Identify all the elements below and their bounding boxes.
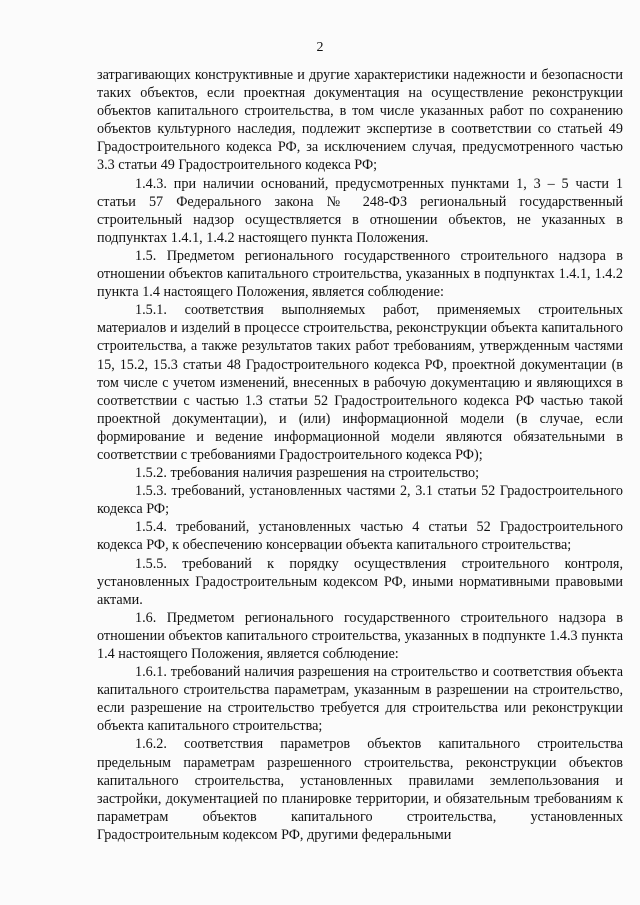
paragraph-1-5-1: 1.5.1. соответствия выполняемых работ, применяемых строительных материалов и изделий в процессе строительства, реконструкции объекта капитального строительства, а также результатов таких работ требованиям, утвержденным частями 15, 15.2, 15.3 статьи 48 Градостроительного кодекса РФ, проектной документации (в том числе с учетом изменений, внесенных в рабочую документацию и являющихся в соответствии с частью 1.3 статьи 52 Градостроительного кодекса РФ частью такой проектной документации), и (или) информационной модели (в случае, если формирование и ведение информационной модели являются обязательными в соответствии с требованиями Градостроительного кодекса РФ); <box>97 302 623 463</box>
paragraph-1-4-3: 1.4.3. при наличии оснований, предусмотренных пунктами 1, 3 – 5 части 1 статьи 57 Федерального закона № 248-ФЗ региональный государственный строительный надзор осуществляется в отношении объектов, не указанных в подпунктах 1.4.1, 1.4.2 настоящего пункта Положения. <box>97 175 623 246</box>
paragraph-1-5-2: 1.5.2. требования наличия разрешения на строительство; <box>135 465 480 482</box>
paragraph-1-5: 1.5. Предметом регионального государственного строительного надзора в отношении объектов капитального строительства, указанных в подпунктах 1.4.1, 1.4.2 пункта 1.4 настоящего Положения, является соблюдение: <box>97 247 623 301</box>
paragraph-1-5-4: 1.5.4. требований, установленных частью 4 статьи 52 Градостроительного кодекса РФ, к обеспечению консервации объекта капитального строительства; <box>97 519 623 554</box>
paragraph-1-5-5: 1.5.5. требований к порядку осуществления строительного контроля, установленных Градостроительным кодексом РФ, иными нормативными правовыми актами. <box>97 555 623 608</box>
paragraph-1-5-3: 1.5.3. требований, установленных частями 2, 3.1 статьи 52 Градостроительного кодекса РФ; <box>97 483 623 518</box>
paragraph-continuation: затрагивающих конструктивные и другие характеристики надежности и безопасности таких объектов, если проектная документация на осуществление реконструкции объектов капитального строительства, в том числе указанных работ по сохранению объектов культурного наследия, подлежит экспертизе в соответствии со статьей 49 Градостроительного кодекса РФ, за исключением случая, предусмотренного частью 3.3 статьи 49 Градостроительного кодекса РФ; <box>97 67 623 174</box>
paragraph-1-6-1: 1.6.1. требований наличия разрешения на строительство и соответствия объекта капитального строительства параметрам, указанным в разрешении на строительство, если разрешение на строительство требуется для строительства или реконструкции объекта капитального строительства; <box>97 664 623 735</box>
paragraph-1-6: 1.6. Предметом регионального государственного строительного надзора в отношении объектов капитального строительства, указанных в подпункте 1.4.3 пункта 1.4 настоящего Положения, является соблюдение: <box>97 609 623 662</box>
page-number: 2 <box>316 40 324 55</box>
document-body <box>97 66 623 844</box>
paragraph-1-6-2: 1.6.2. соответствия параметров объектов капитального строительства предельным параметрам разрешенного строительства, реконструкции объектов капитального строительства, установленных правилами землепользования и застройки, документацией по планировке территории, и обязательным требованиям к параметрам объектов капитального строительства, установленных Градостроительным кодексом РФ, другими федеральными <box>97 736 623 843</box>
